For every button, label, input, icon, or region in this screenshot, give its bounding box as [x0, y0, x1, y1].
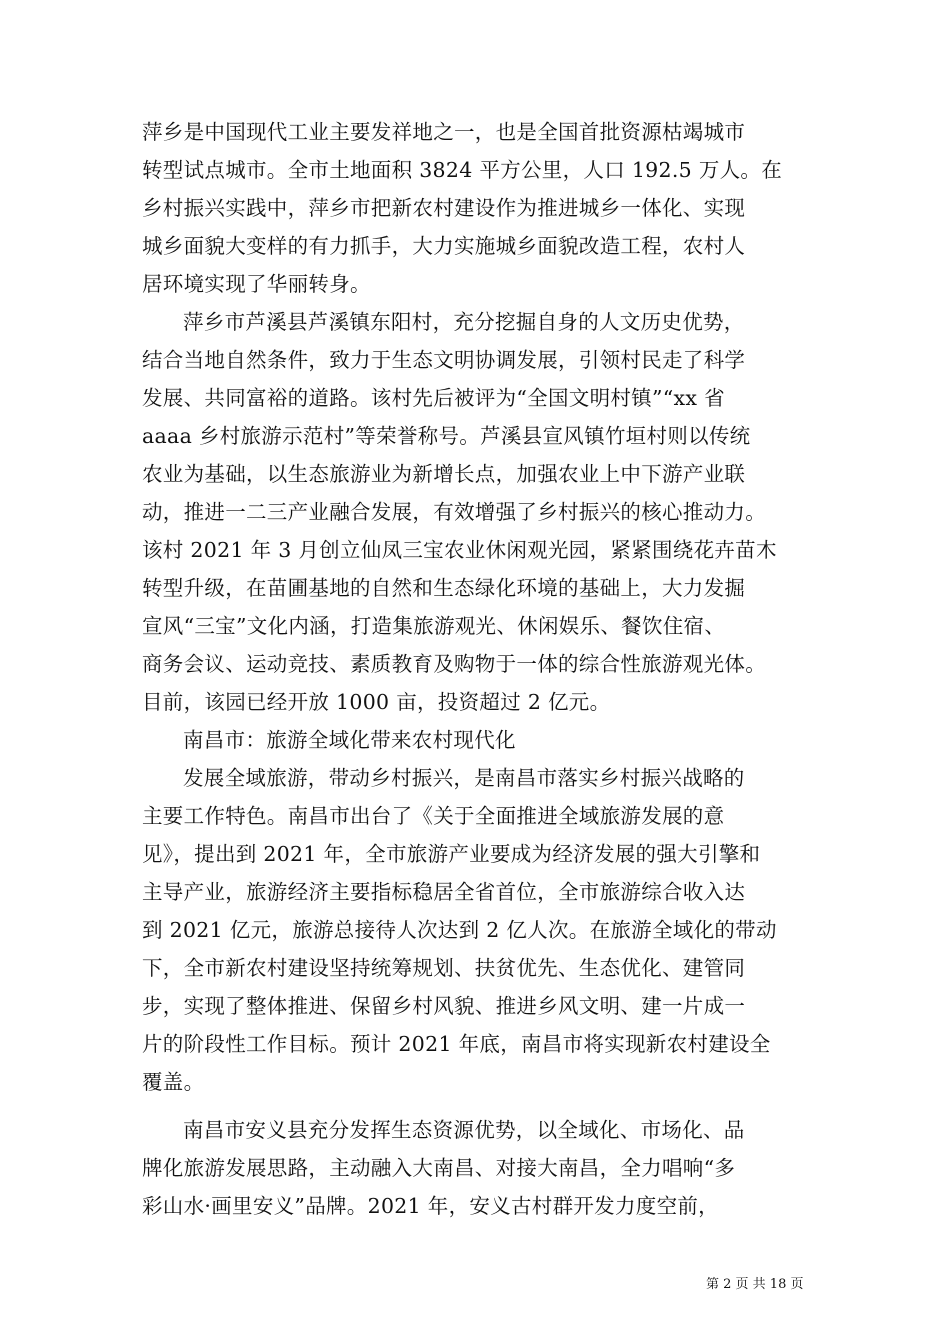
text-line: 农业为基础，以生态旅游业为新增长点，加强农业上中下游产业联 — [142, 462, 746, 486]
text-line: 该村 2021 年 3 月创立仙凤三宝农业休闲观光园，紧紧围绕花卉苗木 — [142, 538, 777, 562]
text-line: 主导产业，旅游经济主要指标稳居全省首位，全市旅游综合收入达 — [142, 880, 746, 904]
text-line: 牌化旅游发展思路，主动融入大南昌、对接大南昌，全力唱响“多 — [142, 1156, 736, 1180]
text-line: 动，推进一二三产业融合发展，有效增强了乡村振兴的核心推动力。 — [142, 500, 766, 524]
text-line: 目前，该园已经开放 1000 亩，投资超过 2 亿元。 — [142, 690, 611, 714]
text-line: 步，实现了整体推进、保留乡村风貌、推进乡风文明、建一片成一 — [142, 994, 746, 1018]
text-line: 到 2021 亿元，旅游总接待人次达到 2 亿人次。在旅游全域化的带动 — [142, 918, 777, 942]
text-line: 结合当地自然条件，致力于生态文明协调发展，引领村民走了科学 — [142, 348, 746, 372]
text-line: 发展、共同富裕的道路。该村先后被评为“全国文明村镇”“xx 省 — [142, 386, 725, 410]
text-line: 居环境实现了华丽转身。 — [142, 272, 371, 296]
text-line: 转型升级，在苗圃基地的自然和生态绿化环境的基础上，大力发掘 — [142, 576, 746, 600]
text-line: 片的阶段性工作目标。预计 2021 年底，南昌市将实现新农村建设全 — [142, 1032, 771, 1056]
paragraph-start: 萍乡市芦溪县芦溪镇东阳村，充分挖掘自身的人文历史优势， — [183, 310, 745, 334]
text-line: 萍乡是中国现代工业主要发祥地之一，也是全国首批资源枯竭城市 — [142, 120, 746, 144]
section-heading: 南昌市：旅游全域化带来农村现代化 — [183, 728, 516, 752]
text-line: 乡村振兴实践中，萍乡市把新农村建设作为推进城乡一体化、实现 — [142, 196, 746, 220]
text-line: 覆盖。 — [142, 1070, 205, 1094]
text-line: 宣风“三宝”文化内涵，打造集旅游观光、休闲娱乐、餐饮住宿、 — [142, 614, 726, 638]
text-line: 城乡面貌大变样的有力抓手，大力实施城乡面貌改造工程，农村人 — [142, 234, 746, 258]
text-line: 主要工作特色。南昌市出台了《关于全面推进全域旅游发展的意 — [142, 804, 725, 828]
text-line: 彩山水·画里安义”品牌。2021 年，安义古村群开发力度空前， — [142, 1194, 719, 1218]
paragraph-start: 发展全域旅游，带动乡村振兴，是南昌市落实乡村振兴战略的 — [183, 766, 745, 790]
text-line: 下，全市新农村建设坚持统筹规划、扶贫优先、生态优化、建管同 — [142, 956, 746, 980]
text-line: 见》，提出到 2021 年，全市旅游产业要成为经济发展的强大引擎和 — [142, 842, 761, 866]
text-line: 商务会议、运动竞技、素质教育及购物于一体的综合性旅游观光体。 — [142, 652, 766, 676]
page-number-footer: 第 2 页 共 18 页 — [706, 1277, 804, 1292]
text-line: aaaa 乡村旅游示范村”等荣誉称号。芦溪县宣风镇竹垣村则以传统 — [142, 424, 751, 448]
paragraph-start: 南昌市安义县充分发挥生态资源优势，以全域化、市场化、品 — [183, 1118, 745, 1142]
text-line: 转型试点城市。全市土地面积 3824 平方公里，人口 192.5 万人。在 — [142, 158, 783, 182]
